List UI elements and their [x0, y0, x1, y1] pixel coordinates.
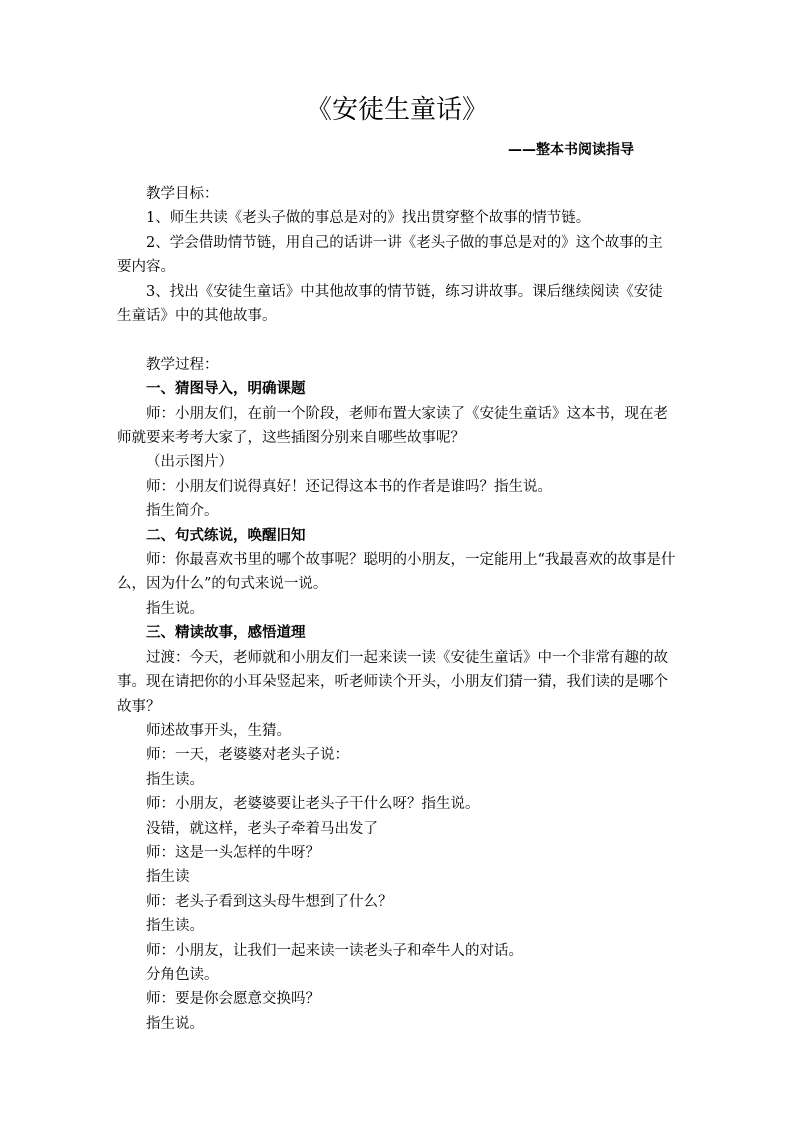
section-3-line: 指生读 — [146, 869, 190, 886]
section-3-line: 师：小朋友，让我们一起来读一读老头子和牵牛人的对话。 — [146, 942, 523, 959]
section-2-line: 师：你最喜欢书里的哪个故事呢？聪明的小朋友，一定能用上“我最喜欢的故事是什么，因为什么”的句式来说一说。 — [117, 552, 676, 593]
section-1-line: 师：小朋友们说得真好！还记得这本书的作者是谁吗？指生说。 — [146, 478, 552, 495]
section-3-line: 没错，就这样，老头子牵着马出发了 — [146, 820, 378, 837]
section-3-heading: 三、精读故事，感悟道理 — [146, 625, 306, 642]
goal-item-3: 3、找出《安徒生童话》中其他故事的情节链，练习讲故事。课后继续阅读《安徒生童话》中的其他故事。 — [117, 283, 663, 325]
section-3-line: 师：要是你会愿意交换吗？ — [146, 991, 320, 1008]
document-title: 《安徒生童话》 — [305, 95, 488, 125]
goals-heading: 教学目标： — [146, 186, 219, 202]
document-subtitle: ——整本书阅读指导 — [508, 142, 634, 158]
section-3-line: 分角色读。 — [146, 966, 219, 983]
section-2-line: 指生说。 — [146, 600, 204, 617]
section-3-line: 师：这是一头怎样的牛呀？ — [146, 844, 320, 861]
section-1-line: （出示图片） — [146, 454, 233, 471]
goal-item-1: 1、师生共读《老头子做的事总是对的》找出贯穿整个故事的情节链。 — [146, 210, 591, 227]
document-body — [117, 182, 677, 1036]
process-heading: 教学过程： — [146, 356, 219, 373]
section-3-line: 指生说。 — [146, 1015, 204, 1032]
section-3-line: 师述故事开头，生猜。 — [146, 722, 291, 739]
section-3-line: 指生读。 — [146, 918, 204, 935]
paragraph-gap — [117, 328, 677, 352]
section-3-line: 过渡：今天，老师就和小朋友们一起来读一读《安徒生童话》中一个非常有趣的故事。现在请把你的小耳朵竖起来，听老师读个开头，小朋友们猜一猜，我们读的是哪个故事？ — [117, 649, 668, 715]
section-1-line: 指生简介。 — [146, 503, 219, 520]
section-2-heading: 二、句式练说，唤醒旧知 — [146, 527, 306, 544]
section-3-line: 师：一天，老婆婆对老头子说： — [146, 747, 349, 764]
section-3-line: 师：老头子看到这头母牛想到了什么？ — [146, 893, 393, 910]
goal-item-2: 2、学会借助情节链，用自己的话讲一讲《老头子做的事总是对的》这个故事的主要内容。 — [117, 234, 663, 276]
section-1-line: 师：小朋友们，在前一个阶段，老师布置大家读了《安徒生童话》这本书，现在老师就要来考考大家了，这些插图分别来自哪些故事呢？ — [117, 405, 668, 447]
section-3-line: 指生读。 — [146, 771, 204, 788]
section-3-line: 师：小朋友，老婆婆要让老头子干什么呀？指生说。 — [146, 796, 480, 813]
section-1-heading: 一、猜图导入，明确课题 — [146, 381, 306, 398]
